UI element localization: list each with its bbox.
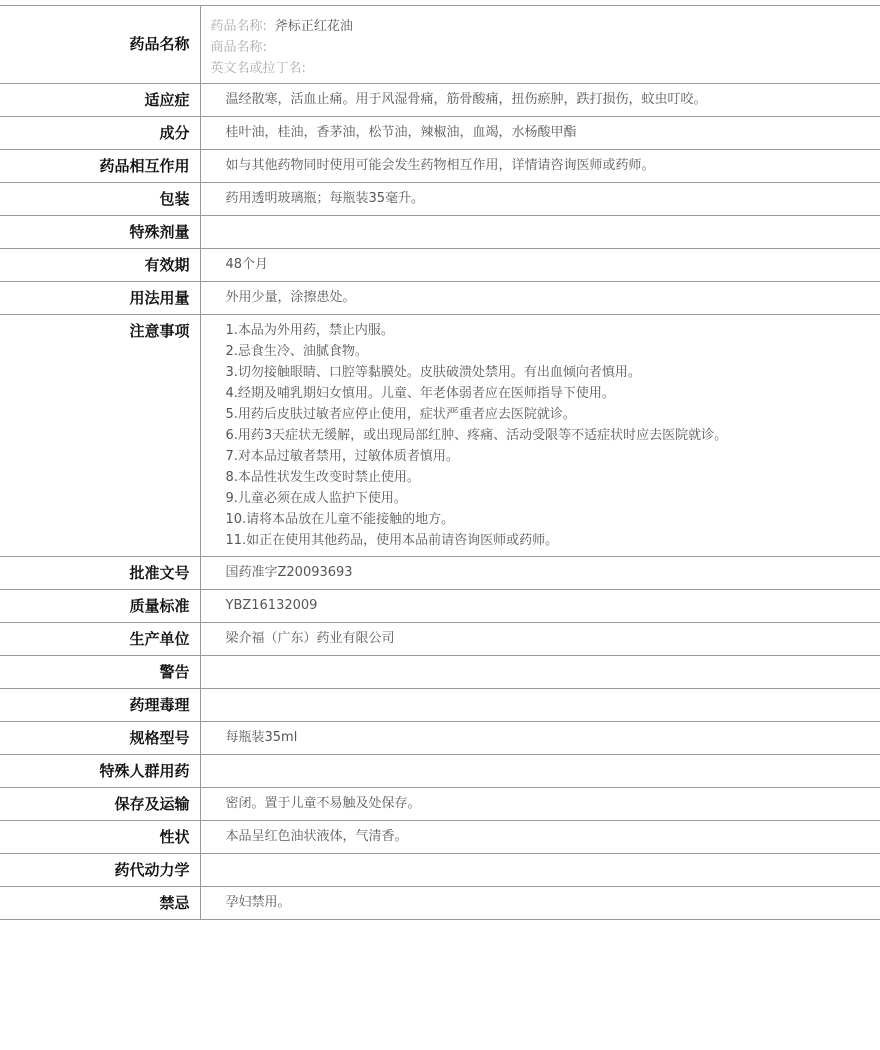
trade-name-line: [211, 37, 880, 58]
label-usage: 用法用量: [0, 282, 200, 315]
label-ingredients: 成分: [0, 117, 200, 150]
row-ingredients: [0, 117, 880, 150]
row-precautions: [0, 315, 880, 557]
trade-name-key: 商品名称:: [210, 40, 267, 55]
label-interactions: 药品相互作用: [0, 150, 200, 183]
row-usage: [0, 282, 880, 315]
row-special-population: [0, 755, 880, 788]
value-approval: 国药准字Z20093693: [200, 557, 880, 590]
row-indications: [0, 84, 880, 117]
row-approval: [0, 557, 880, 590]
label-quality-standard: 质量标准: [0, 590, 200, 623]
value-appearance: 本品呈红色油状液体，气清香。: [200, 821, 880, 854]
label-pharmacology: 药理毒理: [0, 689, 200, 722]
label-appearance: 性状: [0, 821, 200, 854]
label-warning: 警告: [0, 656, 200, 689]
label-contraindications: 禁忌: [0, 887, 200, 920]
precaution-item: 2.忌食生冷、油腻食物。: [225, 344, 368, 359]
value-indications: 温经散寒，活血止痛。用于风湿骨痛，筋骨酸痛，扭伤瘀肿，跌打损伤，蚊虫叮咬。: [200, 84, 880, 117]
precaution-item: 8.本品性状发生改变时禁止使用。: [225, 470, 420, 485]
row-drug-name: [0, 6, 880, 84]
value-packaging: 药用透明玻璃瓶；每瓶装35毫升。: [200, 183, 880, 216]
precaution-item: 7.对本品过敏者禁用，过敏体质者慎用。: [225, 449, 459, 464]
value-specification: 每瓶装35ml: [200, 722, 880, 755]
label-validity: 有效期: [0, 249, 200, 282]
row-validity: [0, 249, 880, 282]
precaution-item: 1.本品为外用药，禁止内服。: [225, 323, 394, 338]
value-drug-name-block: [200, 6, 880, 84]
precaution-item: 3.切勿接触眼睛、口腔等黏膜处。皮肤破溃处禁用。有出血倾向者慎用。: [225, 365, 641, 380]
drug-name-key: 药品名称:: [210, 19, 267, 34]
value-quality-standard: YBZ16132009: [200, 590, 880, 623]
value-precautions: [200, 315, 880, 557]
row-appearance: [0, 821, 880, 854]
row-interactions: [0, 150, 880, 183]
value-warning: [200, 656, 880, 689]
value-pharmacokinetics: [200, 854, 880, 887]
english-name-line: [211, 58, 880, 79]
value-validity: 48个月: [200, 249, 880, 282]
label-special-dosage: 特殊剂量: [0, 216, 200, 249]
label-indications: 适应症: [0, 84, 200, 117]
english-name-key: 英文名或拉丁名:: [210, 61, 306, 76]
row-specification: [0, 722, 880, 755]
precaution-item: 5.用药后皮肤过敏者应停止使用，症状严重者应去医院就诊。: [225, 407, 576, 422]
precaution-item: 9.儿童必须在成人监护下使用。: [225, 491, 407, 506]
label-approval: 批准文号: [0, 557, 200, 590]
label-packaging: 包装: [0, 183, 200, 216]
label-manufacturer: 生产单位: [0, 623, 200, 656]
precaution-item: 11.如正在使用其他药品，使用本品前请咨询医师或药师。: [225, 533, 559, 548]
value-manufacturer: 梁介福（广东）药业有限公司: [200, 623, 880, 656]
value-interactions: 如与其他药物同时使用可能会发生药物相互作用，详情请咨询医师或药师。: [200, 150, 880, 183]
label-drug-name: 药品名称: [0, 6, 200, 84]
label-storage: 保存及运输: [0, 788, 200, 821]
row-pharmacokinetics: [0, 854, 880, 887]
row-quality-standard: [0, 590, 880, 623]
value-special-population: [200, 755, 880, 788]
row-manufacturer: [0, 623, 880, 656]
label-precautions: 注意事项: [0, 315, 200, 557]
row-pharmacology: [0, 689, 880, 722]
drug-spec-table: [0, 5, 880, 920]
precaution-item: 10.请将本品放在儿童不能接触的地方。: [225, 512, 455, 527]
value-storage: 密闭。置于儿童不易触及处保存。: [200, 788, 880, 821]
row-contraindications: [0, 887, 880, 920]
row-storage: [0, 788, 880, 821]
value-ingredients: 桂叶油，桂油，香茅油，松节油，辣椒油，血竭，水杨酸甲酯: [200, 117, 880, 150]
precaution-item: 4.经期及哺乳期妇女慎用。儿童、年老体弱者应在医师指导下使用。: [225, 386, 615, 401]
row-warning: [0, 656, 880, 689]
value-usage: 外用少量，涂擦患处。: [200, 282, 880, 315]
value-pharmacology: [200, 689, 880, 722]
drug-name-line: [211, 16, 880, 37]
precaution-item: 6.用药3天症状无缓解，或出现局部红肿、疼痛、活动受限等不适症状时应去医院就诊。: [225, 428, 728, 443]
drug-name-value: 斧标正红花油: [274, 19, 353, 34]
label-specification: 规格型号: [0, 722, 200, 755]
row-packaging: [0, 183, 880, 216]
label-pharmacokinetics: 药代动力学: [0, 854, 200, 887]
label-special-population: 特殊人群用药: [0, 755, 200, 788]
value-special-dosage: [200, 216, 880, 249]
value-contraindications: 孕妇禁用。: [200, 887, 880, 920]
row-special-dosage: [0, 216, 880, 249]
